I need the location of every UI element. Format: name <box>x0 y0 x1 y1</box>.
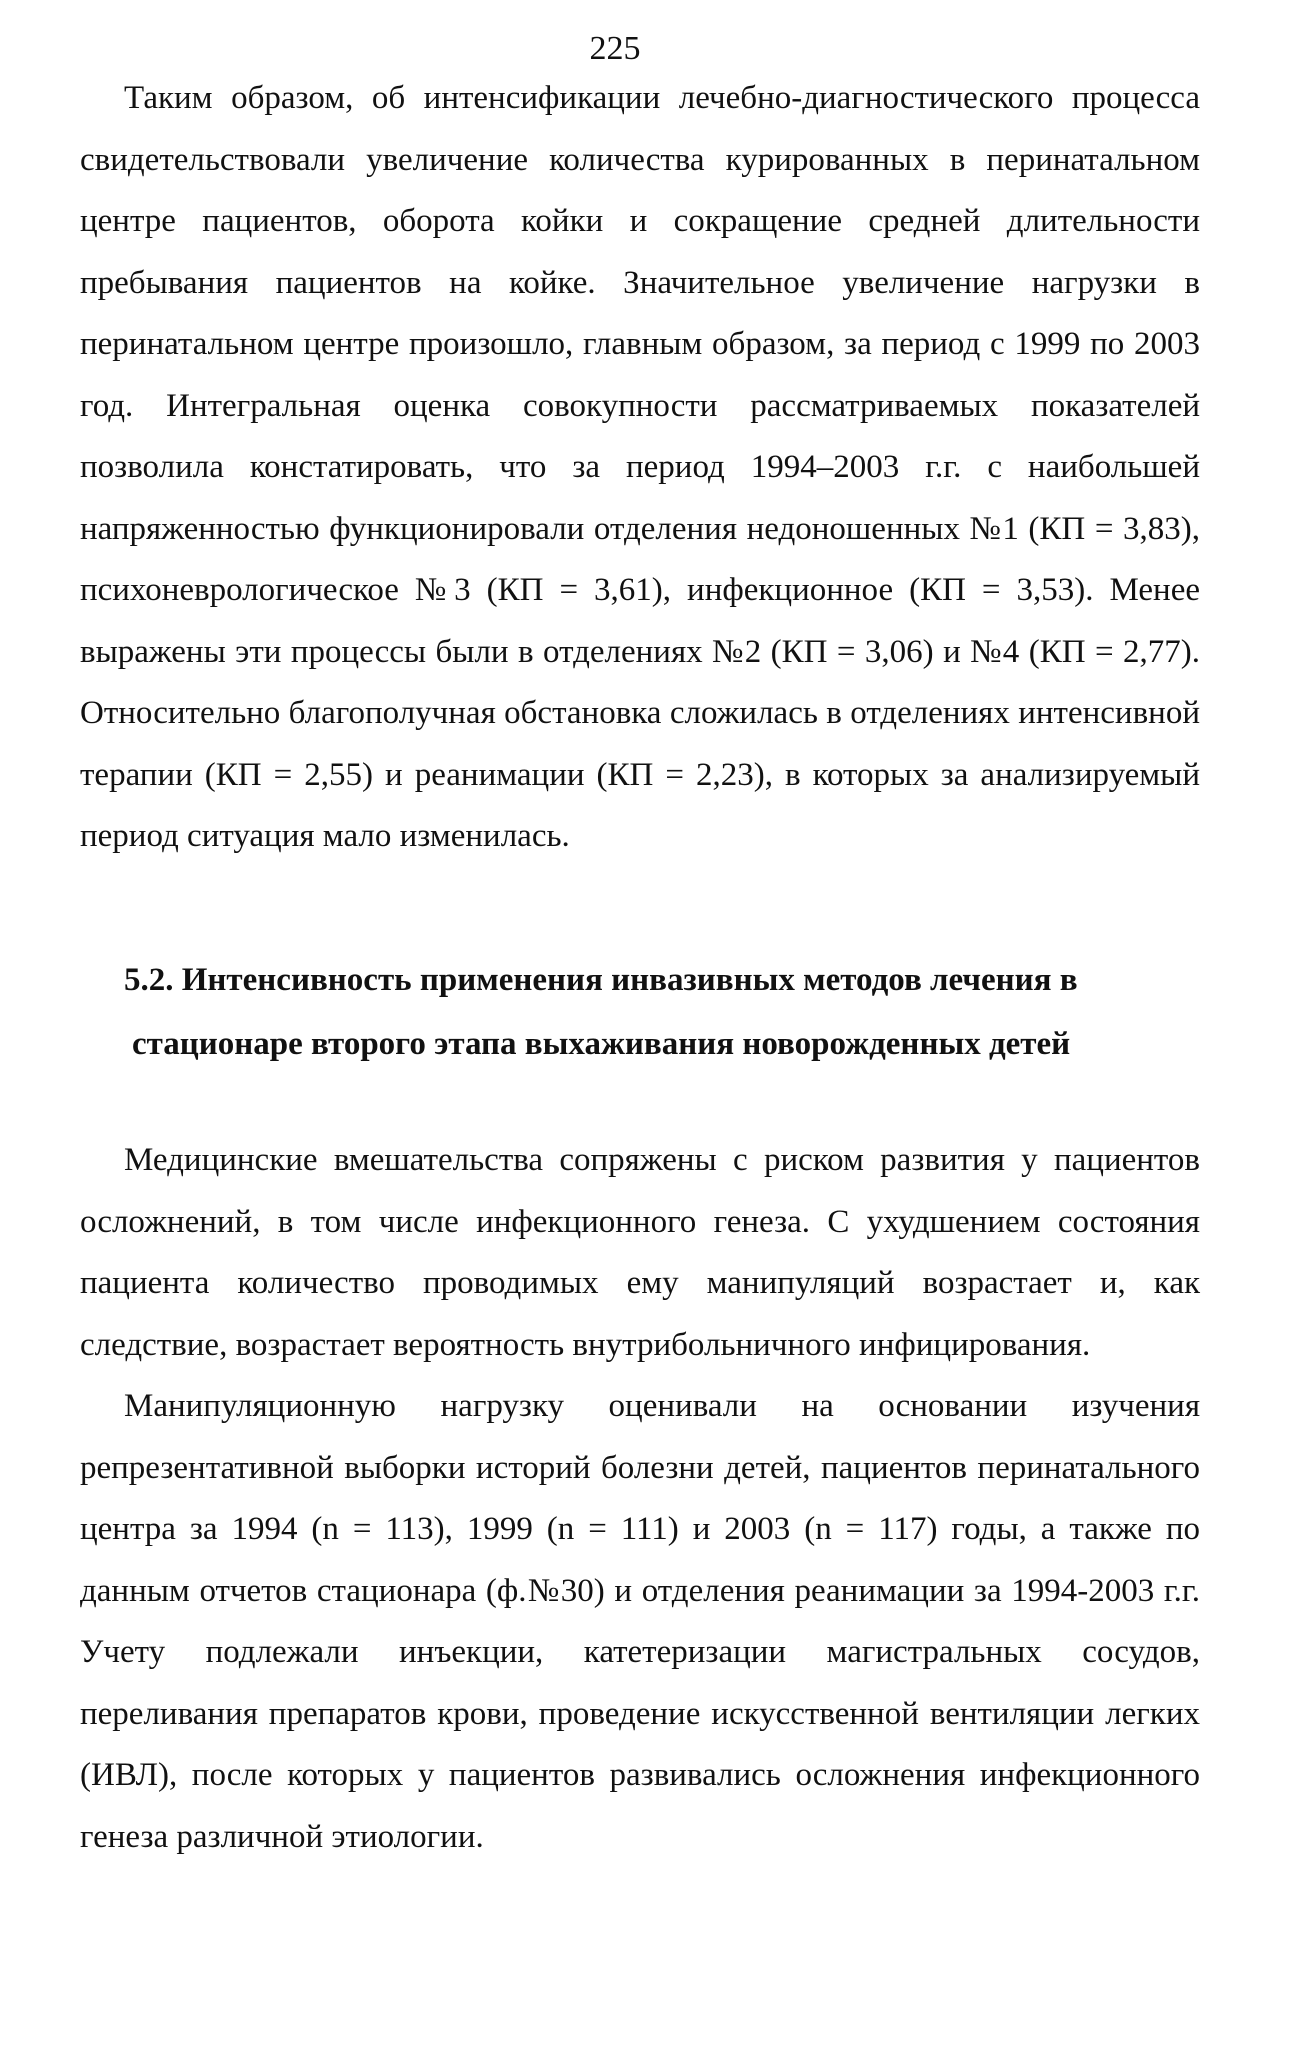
page-number: 225 <box>589 30 641 67</box>
section-heading-line-2: стационаре второго этапа выхаживания новорожденных детей <box>132 1026 1071 1062</box>
section-heading-line-1: 5.2. Интенсивность применения инвазивных методов лечения в <box>124 962 1078 998</box>
body-text-top <box>80 68 1200 868</box>
section-heading <box>80 948 1200 1076</box>
body-text-bottom <box>80 1130 1200 1868</box>
paragraph-manipulation-load: Манипуляционную нагрузку оценивали на основании изучения репрезентативной выборки историй болезни детей, пациентов перинатального центра за 1994 (n = 113), 1999 (n = 111) и 2003 (n = 117) годы, а также по данным отчетов стационара (ф.№30) и отделения реанимации за 1994-2003 г.г. Учету подлежали инъекции, катетеризации магистральных сосудов, переливания препаратов крови, проведение искусственной вентиляции легких (ИВЛ), после которых у пациентов развивались осложнения инфекционного генеза различной этиологии. <box>80 1388 1200 1855</box>
paragraph-interventions-risk: Медицинские вмешательства сопряжены с риском развития у пациентов осложнений, в том числе инфекционного генеза. С ухудшением состояния пациента количество проводимых ему манипуляций возрастает и, как следствие, возрастает вероятность внутрибольничного инфицирования. <box>80 1142 1200 1363</box>
paragraph-integral-assessment: Таким образом, об интенсификации лечебно-диагностического процесса свидетельствовали увеличение количества курированных в перинатальном центре пациентов, оборота койки и сокращение средней длительности пребывания пациентов на койке. Значительное увеличение нагрузки в перинатальном центре произошло, главным образом, за период с 1999 по 2003 год. Интегральная оценка совокупности рассматриваемых показателей позволила констатировать, что за период 1994–2003 г.г. с наибольшей напряженностью функционировали отделения недоношенных №1 (КП = 3,83), психоневрологическое №3 (КП = 3,61), инфекционное (КП = 3,53). Менее выражены эти процессы были в отделениях №2 (КП = 3,06) и №4 (КП = 2,77). Относительно благополучная обстановка сложилась в отделениях интенсивной терапии (КП = 2,55) и реанимации (КП = 2,23), в которых за анализируемый период ситуация мало изменилась. <box>80 80 1200 854</box>
